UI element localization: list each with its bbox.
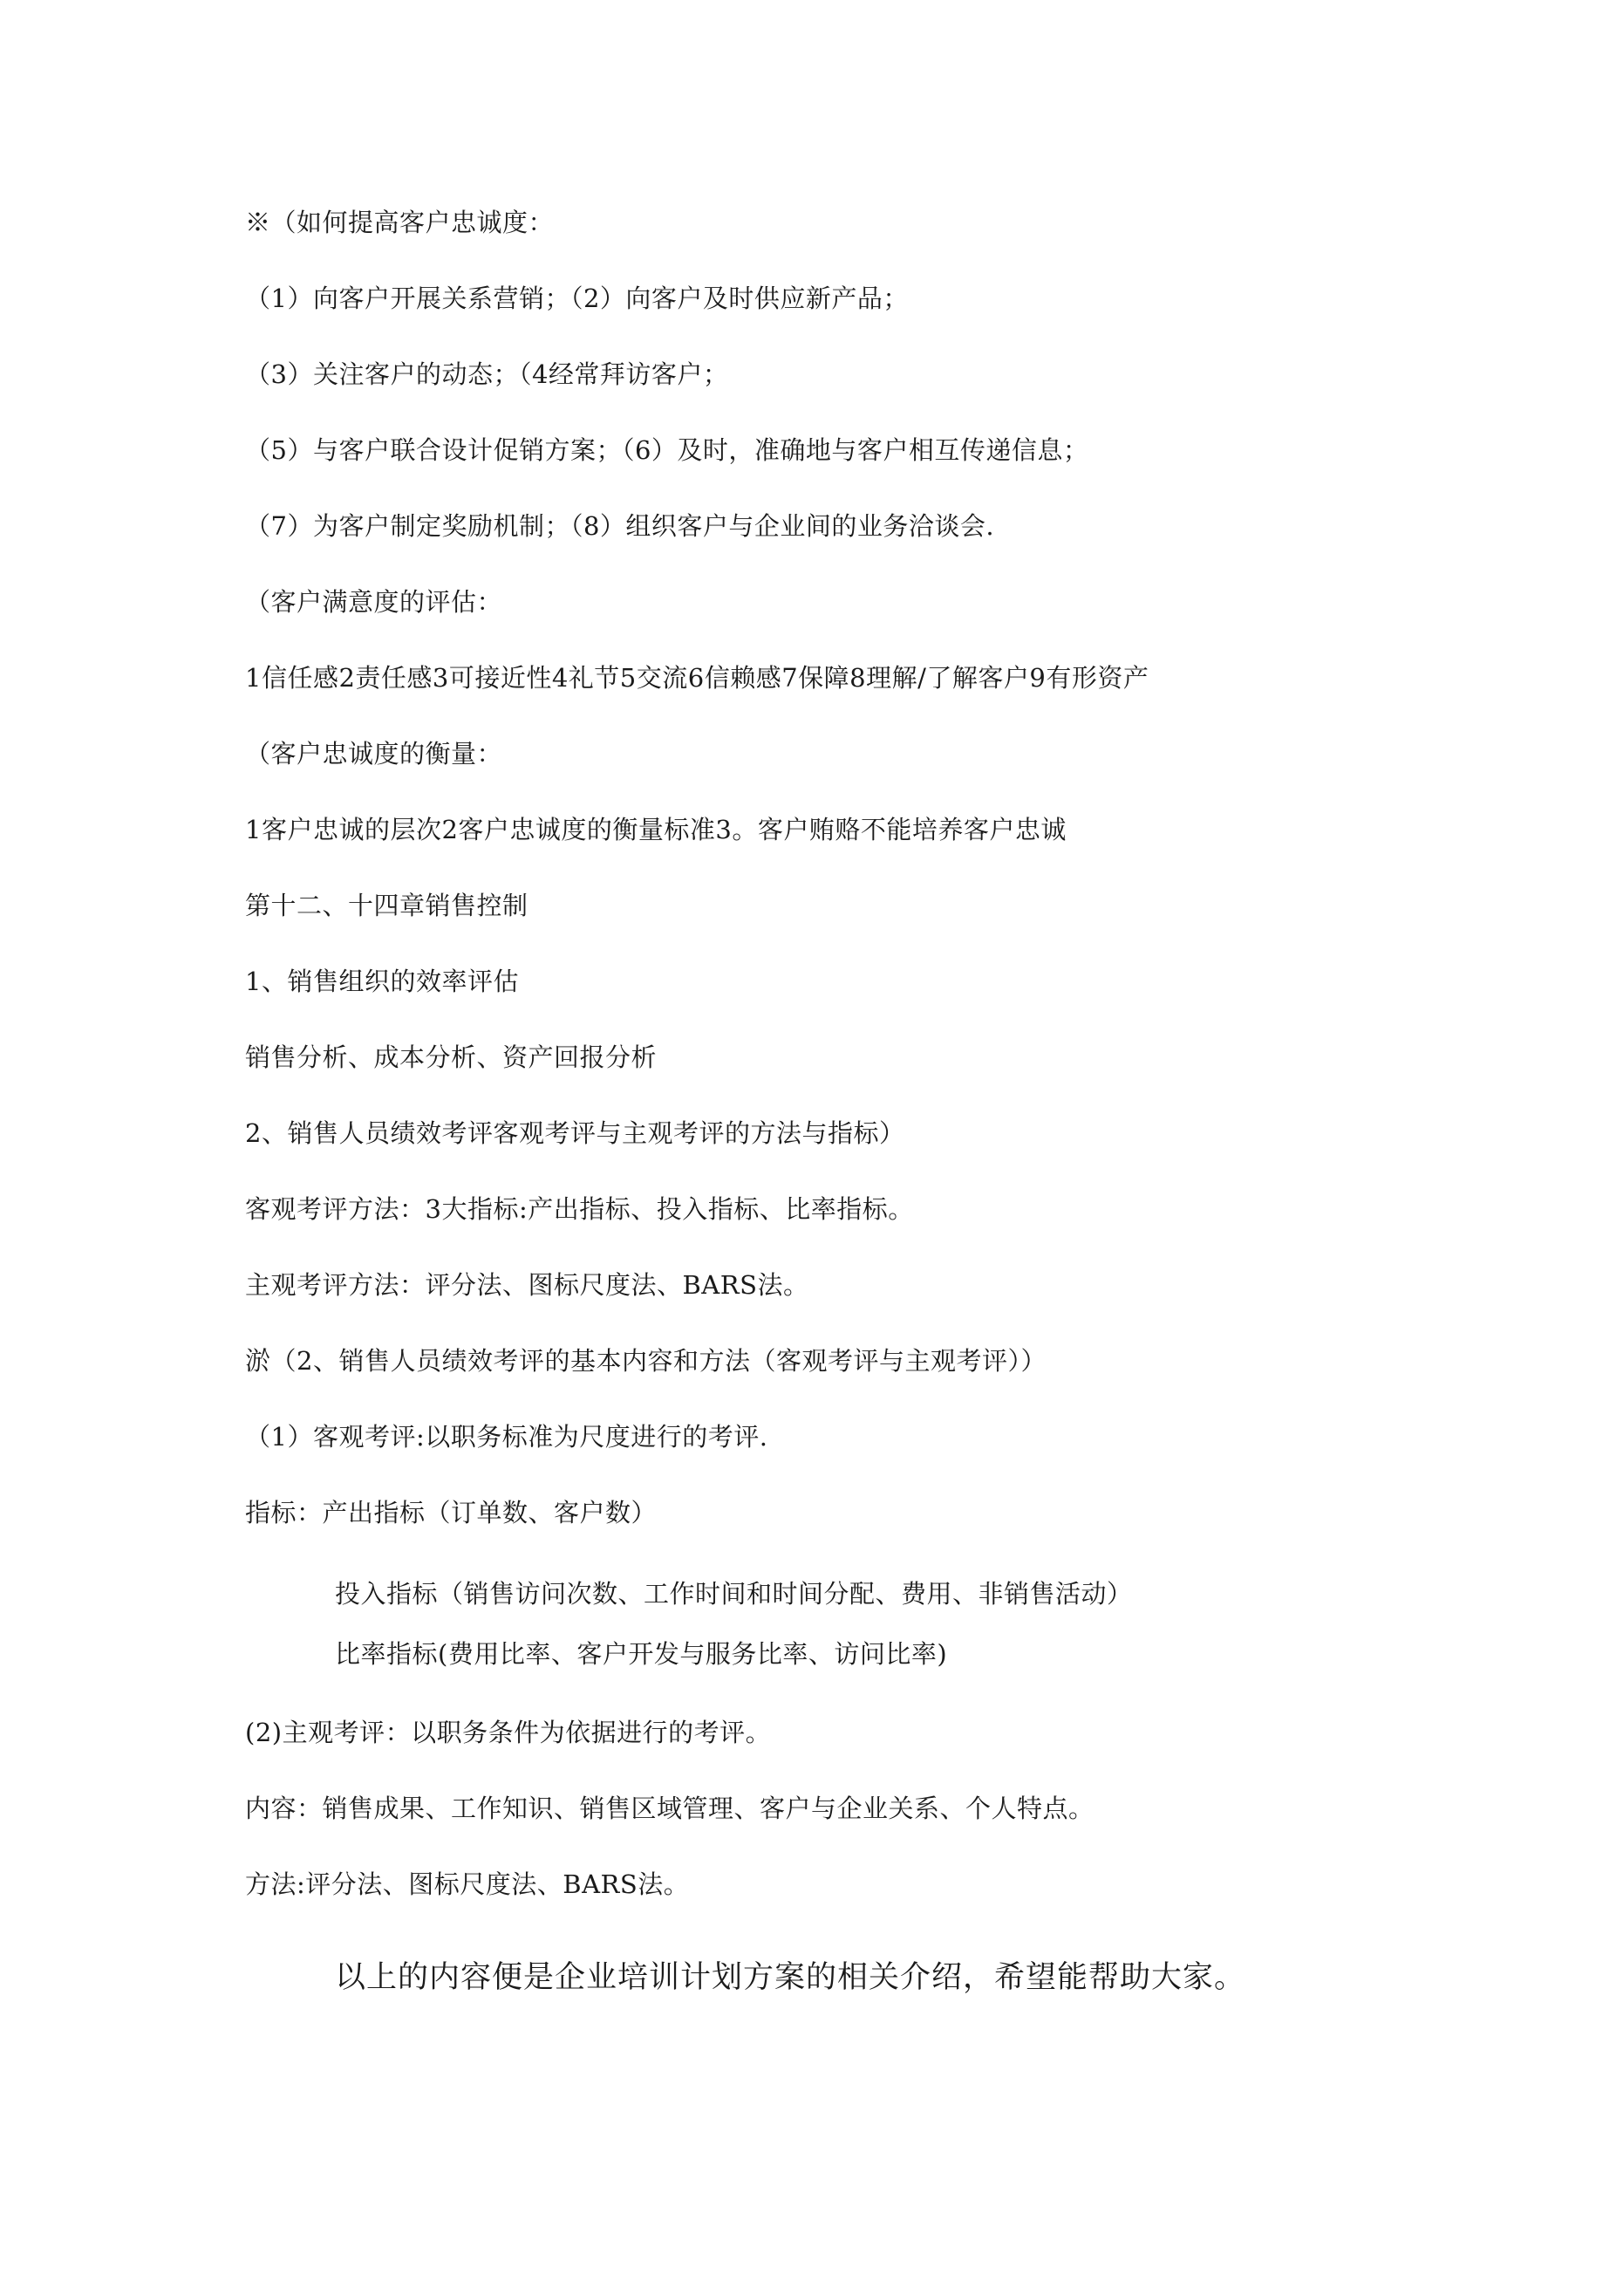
indented-line: 比率指标(费用比率、客户开发与服务比率、访问比率) (335, 1639, 948, 1669)
text-line: 1、销售组织的效率评估 (245, 967, 519, 996)
section-heading: 第十二、十四章销售控制 (245, 891, 528, 920)
text-line: 销售分析、成本分析、资产回报分析 (245, 1042, 658, 1072)
text-line: （3）关注客户的动态；（4经常拜访客户； (245, 359, 729, 389)
text-line: 主观考评方法：评分法、图标尺度法、BARS法。 (245, 1270, 809, 1300)
indented-line: 投入指标（销售访问次数、工作时间和时间分配、费用、非销售活动） (335, 1579, 1133, 1609)
text-line: 1客户忠诚的层次2客户忠诚度的衡量标准3。客户贿赂不能培养客户忠诚 (245, 815, 1067, 844)
text-line: (2)主观考评：以职务条件为依据进行的考评。 (245, 1718, 772, 1747)
closing-statement: 以上的内容便是企业培训计划方案的相关介绍，希望能帮助大家。 (335, 1960, 1246, 1995)
text-line: （1）向客户开展关系营销；（2）向客户及时供应新产品； (245, 284, 909, 313)
text-line: 指标：产出指标（订单数、客户数） (245, 1498, 658, 1527)
text-line: 方法:评分法、图标尺度法、BARS法。 (245, 1869, 690, 1899)
text-line: ※（如何提高客户忠诚度： (245, 208, 555, 237)
text-line: （1）客观考评:以职务标准为尺度进行的考评. (245, 1422, 768, 1452)
text-line: （5）与客户联合设计促销方案；（6）及时，准确地与客户相互传递信息； (245, 435, 1089, 465)
text-line: 内容：销售成果、工作知识、销售区域管理、客户与企业关系、个人特点。 (245, 1794, 1095, 1823)
text-line: 2、销售人员绩效考评客观考评与主观考评的方法与指标） (245, 1118, 905, 1148)
text-line: （客户忠诚度的衡量： (245, 739, 503, 769)
text-line: （7）为客户制定奖励机制；（8）组织客户与企业间的业务洽谈会. (245, 511, 995, 541)
text-line: 客观考评方法：3大指标:产出指标、投入指标、比率指标。 (245, 1194, 914, 1224)
text-line: （客户满意度的评估： (245, 587, 503, 617)
text-line: 1信任感2责任感3可接近性4礼节5交流6信赖感7保障8理解/了解客户9有形资产 (245, 663, 1149, 693)
text-line: 淤（2、销售人员绩效考评的基本内容和方法（客观考评与主观考评）） (245, 1346, 1047, 1376)
